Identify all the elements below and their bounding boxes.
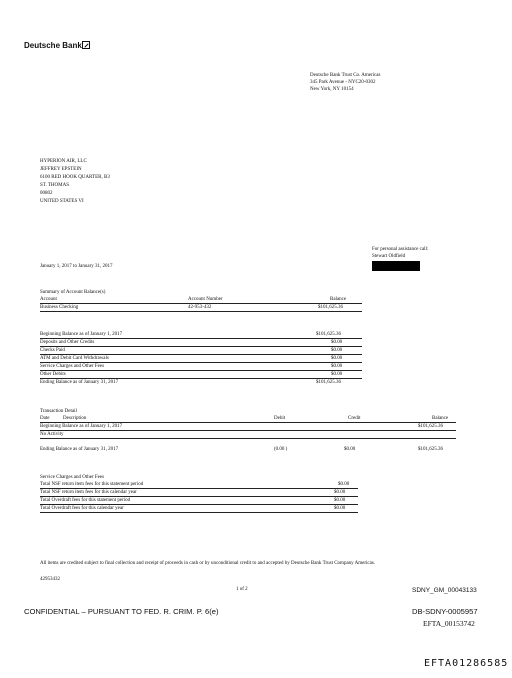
fee-label: Total NSF return item fees for this calendar year [40,490,137,495]
txn-balance: $101,625.36 [418,424,443,429]
deutsche-bank-logo-icon [82,41,90,49]
divider [40,430,456,431]
txn-description: No Activity [40,432,64,437]
fee-label: Total NSF return item fees for this statement period [40,482,144,487]
summary-title: Summary of Account Balance(s) [40,290,106,295]
fee-value: $0.00 [334,490,346,495]
bank-address-line: 345 Park Avenue - NYC20-0302 [310,80,376,85]
client-address-line: HYPERION AIR, LLC [40,159,87,164]
balance-label: Ending Balance as of January 31, 2017 [40,380,119,385]
txn-balance: $101,625.36 [418,447,443,452]
balance-value: $0.00 [331,364,343,369]
balance-value: $101,625.36 [316,332,341,337]
efta-small: EFTA_00153742 [423,619,475,628]
balance-value: $0.00 [331,340,343,345]
txn-description: Ending Balance as of January 31, 2017 [40,447,119,452]
txn-header-description: Description [63,416,87,421]
divider [40,311,362,312]
fee-value: $0.00 [334,506,346,511]
balance-label: Beginning Balance as of January 1, 2017 [40,332,123,337]
summary-account-number: 42-953-432 [188,305,212,310]
efta-document-id: EFTA01286585 [424,658,509,669]
summary-account-balance: $101,625.36 [318,305,343,310]
balance-label: ATM and Debit Card Withdrawals [40,356,109,361]
balance-label: Service Charges and Other Fees [40,364,105,369]
notice-text: All items are credited subject to final collection and receipt of proceeds in cash or by unconditional credit to and accepted by Deutsche Bank Trust Company Americas. [40,561,376,566]
fee-label: Total Overdraft fees for this calendar year [40,506,124,511]
divider [40,346,362,347]
statement-period: January 1, 2017 to January 31, 2017 [40,264,113,269]
client-address-line: 6100 RED HOOK QUARTER, B3 [40,175,110,180]
bank-address [310,72,380,93]
txn-header-debit: Debit [274,416,286,421]
balance-value: $0.00 [331,356,343,361]
summary-account-name: Business Checking [40,305,79,310]
bates-db-number: DB-SDNY-0005957 [412,607,478,616]
summary-header-number: Account Number [188,297,223,302]
client-address-line: UNITED STATES VI [40,199,84,204]
txn-debit: (0.00 ) [274,447,288,452]
reference-number: 42953432 [40,577,60,582]
fee-value: $0.00 [334,498,346,503]
divider [40,370,362,371]
page-number: 1 of 2 [236,587,248,592]
client-address-line: ST. THOMAS [40,183,69,188]
summary-header-account: Account [40,297,57,302]
txn-header-balance: Balance [432,416,449,421]
bates-sdny-gm: SDNY_GM_00043133 [412,587,477,594]
assistance-name: Stewart Oldfield [372,254,406,259]
balance-value: $101,625.36 [316,380,341,385]
txn-header-date: Date [40,416,50,421]
bank-logo-text: Deutsche Bank [24,41,82,50]
txn-credit: $0.00 [344,447,356,452]
confidential-notice: CONFIDENTIAL – PURSUANT TO FED. R. CRIM. P. 6(e) [24,607,219,616]
fee-label: Total Overdraft fees for this statement period [40,498,131,503]
client-address-line: 00802 [40,191,53,196]
txn-description: Beginning Balance as of January 1, 2017 [40,424,123,429]
bank-address-line: Deutsche Bank Trust Co. Americas [310,73,381,78]
transaction-title: Transaction Detail [40,409,77,414]
divider [40,512,358,513]
balance-label: Checks Paid [40,348,65,353]
redaction-block [372,261,420,271]
fees-title: Service Charges and Other Fees [40,475,105,480]
summary-header-balance: Balance [330,297,347,302]
txn-header-credit: Credit [348,416,361,421]
balance-label: Deposits and Other Credits [40,340,95,345]
assistance-label: For personal assistance call: [372,247,429,252]
balance-value: $0.00 [331,372,343,377]
bank-address-line: New York, NY 10154 [310,87,354,92]
balance-value: $0.00 [331,348,343,353]
divider [40,438,456,439]
client-address [40,158,110,206]
balance-label: Other Debits [40,372,66,377]
client-address-line: JEFFREY EPSTEIN [40,167,82,172]
fee-value: $0.00 [338,482,350,487]
